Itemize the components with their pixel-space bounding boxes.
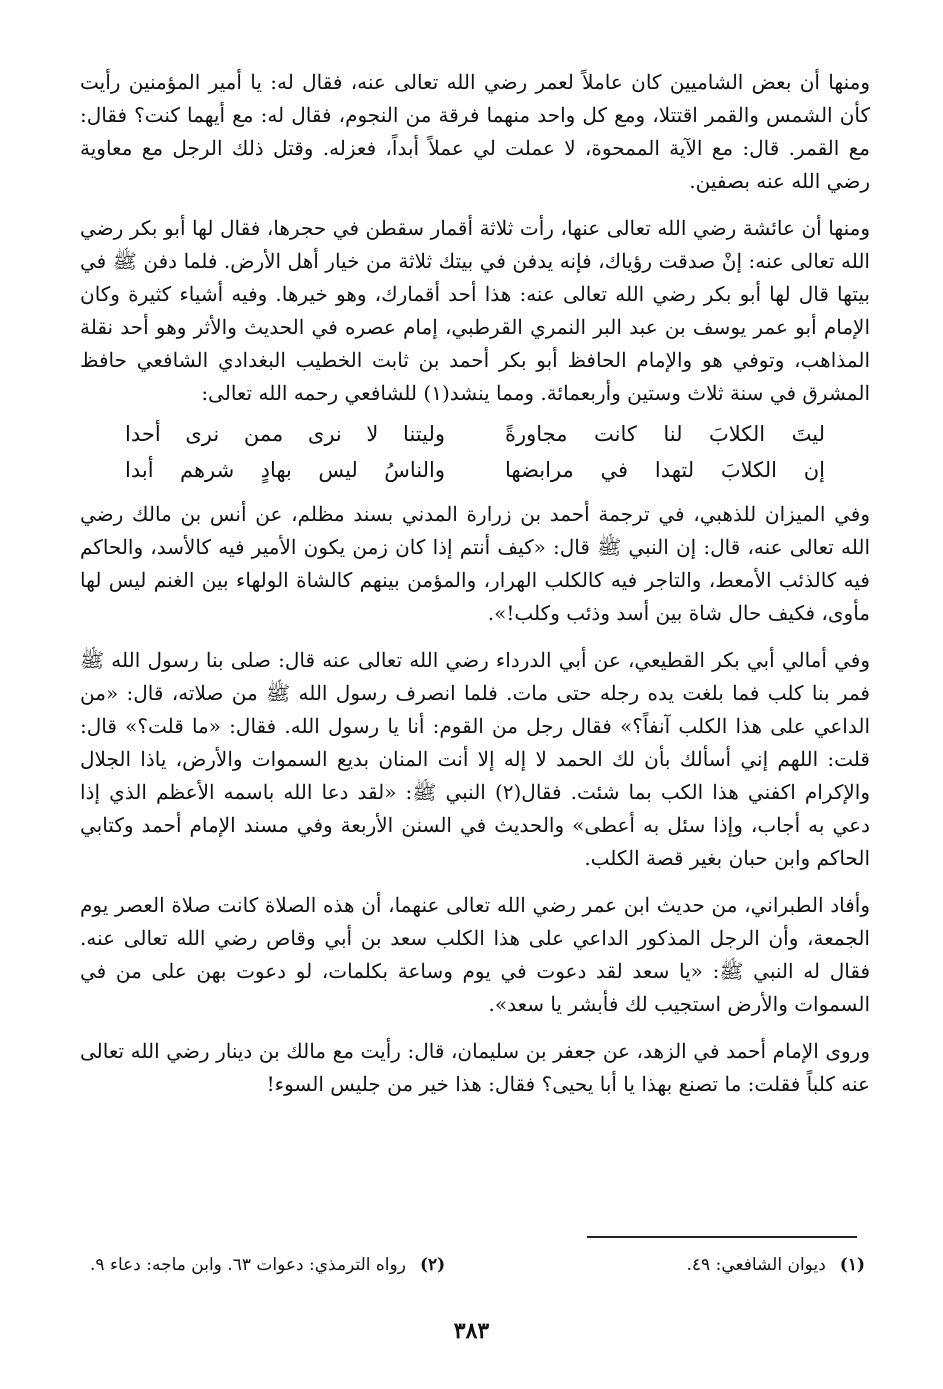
poem-hemistich-first: ليتَ الكلابَ لنا كانت مجاورةً [505, 422, 825, 446]
footnotes [90, 1252, 865, 1278]
poem-hemistich-first: إن الكلابَ لتهدا في مرابضها [505, 458, 825, 482]
paragraph-dream-sun-moon: ومنها أن بعض الشاميين كان عاملاً لعمر رضي الله تعالى عنه، فقال له: يا أمير المؤمنين رأيت كأن الشمس والقمر اقتتلا، ومع كل واحد منهما فرقة من النجوم، فقال له: مع أيهما كنت؟ فقال: مع القمر. قال: مع الآية الممحوة، لا عملت لي عملاً أبداً، فعزله. وقتل ذلك الرجل مع معاوية رضي الله عنه بصفين. [80, 70, 870, 193]
footnote-1 [687, 1252, 865, 1278]
footnote-number: (٢) [419, 1255, 446, 1275]
poem [125, 416, 825, 488]
poem-hemistich-second: وليتنا لا نرى ممن نرى أحدا [125, 422, 445, 446]
footnote-2 [90, 1252, 445, 1278]
poem-hemistich-second: والناسُ ليس بهادٍ شرهم أبدا [125, 458, 445, 482]
footnote-text: رواه الترمذي: دعوات ٦٣. وابن ماجه: دعاء ٩. [90, 1255, 406, 1275]
footnote-text: ديوان الشافعي: ٤٩. [686, 1255, 826, 1275]
page-body [80, 66, 870, 1101]
paragraph-mizan: وفي الميزان للذهبي، في ترجمة أحمد بن زرارة المدني بسند مظلم، عن أنس بن مالك رضي الله تعالى عنه، قال: إن النبي ﷺ قال: «كيف أنتم إذا كان زمن يكون الأمير فيه كالأسد، والحاكم فيه كالذئب الأمعط، والتاجر فيه كالكلب الهرار، والمؤمن بينهم كالشاة الولهاء بين الغنم ليس لها مأوى، فكيف حال شاة بين أسد وذئب وكلب!». [80, 502, 870, 625]
footnote-divider [587, 1236, 857, 1238]
paragraph-zuhd: وروى الإمام أحمد في الزهد، عن جعفر بن سليمان، قال: رأيت مع مالك بن دينار رضي الله تعالى عنه كلباً فقلت: ما تصنع بهذا يا أبا يحيى؟ فقال: هذا خير من جليس السوء! [80, 1039, 870, 1096]
poem-verse [125, 452, 825, 488]
poem-verse [125, 416, 825, 452]
paragraph-tabarani: وأفاد الطبراني، من حديث ابن عمر رضي الله تعالى عنهما، أن هذه الصلاة كانت صلاة العصر يوم الجمعة، وأن الرجل المذكور الداعي على هذا الكلب سعد بن أبي وقاص رضي الله تعالى عنه. فقال له النبي ﷺ: «يا سعد لقد دعوت في يوم وساعة بكلمات، لو دعوت بهن على من في السموات والأرض استجيب لك فأبشر يا سعد». [80, 893, 870, 1016]
paragraph-amali: وفي أمالي أبي بكر القطيعي، عن أبي الدرداء رضي الله تعالى عنه قال: صلى بنا رسول الله ﷺ فمر بنا كلب فما بلغت يده رجله حتى مات. فلما انصرف رسول الله ﷺ من صلاته، قال: «من الداعي على هذا الكلب آنفاً؟» فقال رجل من القوم: أنا يا رسول الله. فقال: «ما قلت؟» قال: قلت: اللهم إني أسألك بأن لك الحمد لا إله إلا أنت المنان بديع السموات والأرض، ياذا الجلال والإكرام اكفني هذا الكب بما شئت. فقال(٢) النبي ﷺ: «لقد دعا الله باسمه الأعظم الذي إذا دعي به أجاب، وإذا سئل به أعطى» والحديث في السنن الأربعة وفي مسند الإمام أحمد وكتابي الحاكم وابن حبان بغير قصة الكلب. [80, 648, 870, 870]
paragraph-aisha-dream: ومنها أن عائشة رضي الله تعالى عنها، رأت ثلاثة أقمار سقطن في حجرها، فقال لها أبو بكر رضي الله تعالى عنه: إنْ صدقت رؤياك، فإنه يدفن في بيتك ثلاثة من خيار أهل الأرض. فلما دفن ﷺ في بيتها قال لها أبو بكر رضي الله تعالى عنه: هذا أحد أقمارك، وهو خيرها. وفيه أشياء كثيرة وكان الإمام أبو عمر يوسف بن عبد البر النمري القرطبي، إمام عصره في الحديث والأثر وهو أحد نقلة المذاهب، وتوفي هو والإمام الحافظ أبو بكر أحمد بن ثابت الخطيب البغدادي الشافعي حافظ المشرق في سنة ثلاث وستين وأربعمائة. ومما ينشد(١) للشافعي رحمه الله تعالى: [80, 216, 870, 405]
footnote-number: (١) [839, 1255, 865, 1275]
page-number: ٣٨٣ [453, 1318, 490, 1344]
